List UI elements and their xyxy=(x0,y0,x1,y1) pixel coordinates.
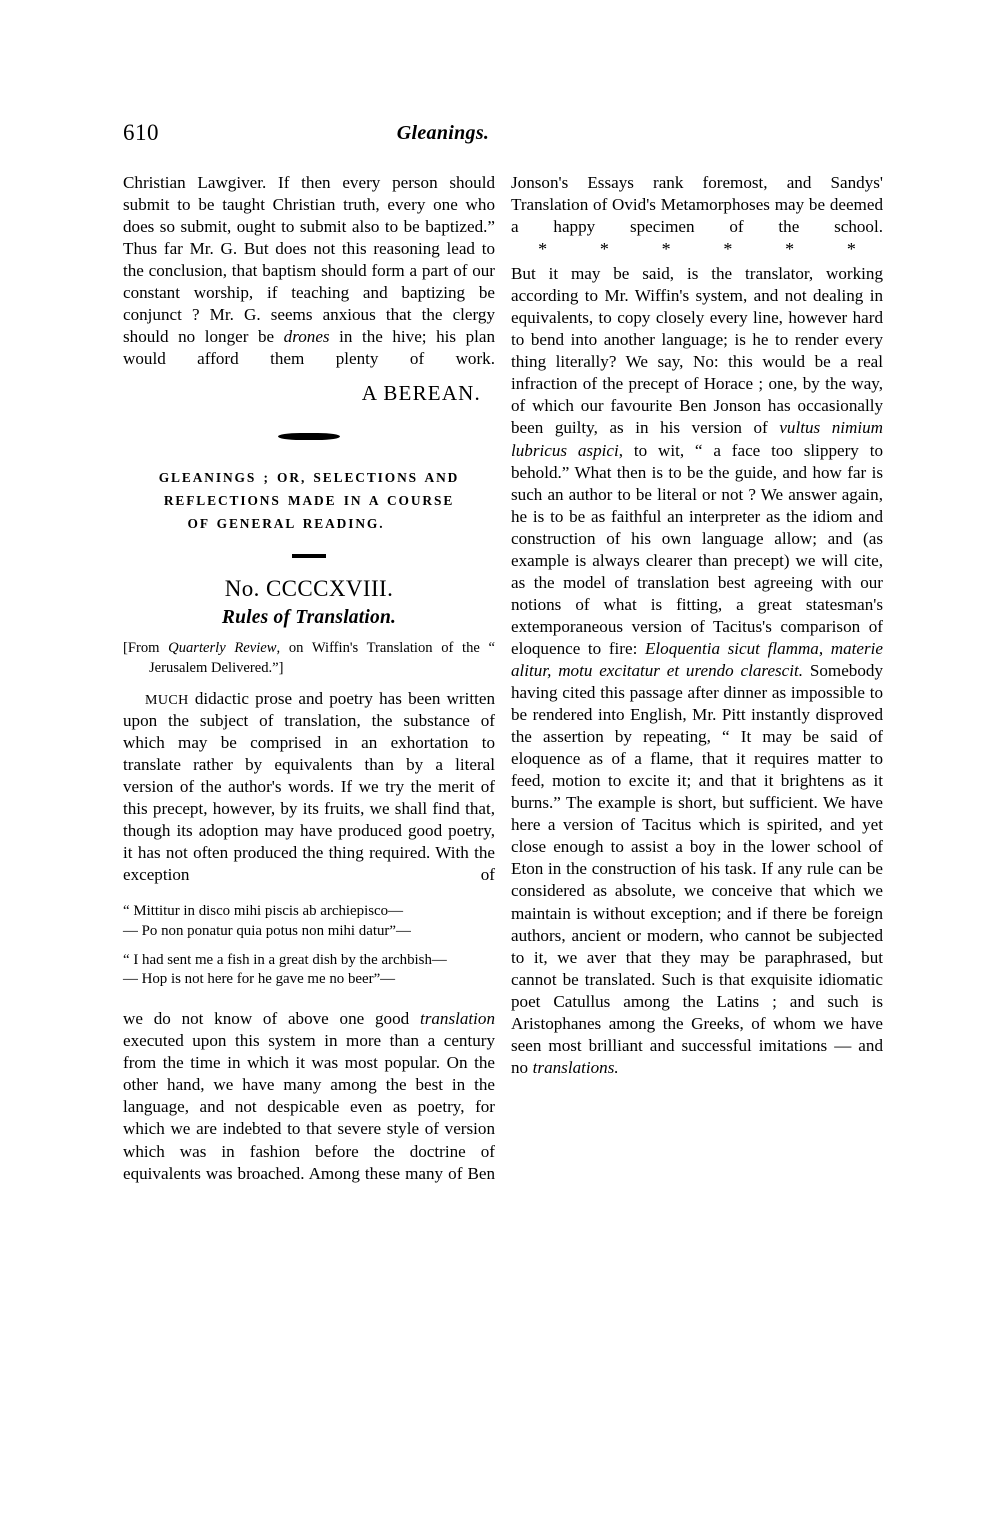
article-signature: A BEREAN. xyxy=(361,381,481,406)
quotation-line: “ I had sent me a fish in a great dish by the archbish— xyxy=(123,951,447,968)
right-column xyxy=(511,172,883,1079)
article-title: Rules of Translation. xyxy=(221,607,397,629)
thick-tapered-rule xyxy=(278,433,340,440)
asterisk-glyph: * xyxy=(599,239,609,260)
paragraph-text-part1: Christian Lawgiver. If then every person should submit to be taught Christian truth, every one who does so submit, ought to submit also to be baptized.” Thus far Mr. G. But does not this reasoning lead to the conclusion, that baptism should form a part of our constant worship, if teaching and baptizing be conjunct ? Mr. G. seems anxious that the clergy should no longer be xyxy=(123,173,495,347)
source-note-publication: Quarterly Review xyxy=(168,640,277,657)
asterisk-glyph: * xyxy=(846,239,856,260)
argument-text-part3: Somebody having cited this passage after dinner as impossible to be rendered into English, Mr. Pitt instantly disproved the assertion by repeating, “ It may be said of eloquence as of a flame, that it requires matter to feed, motion to excite it; and that it brightens as it burns.” The example is short, but sufficient. We have here a version of Tacitus which is spirited, and yet close enough to assist a boy in the lower school of Eton in the construction of his task. If any rule can be considered as absolute, we conceive that which we maintain is without exception; and if there be foreign authors, ancient or modern, who cannot be subjected to it, we aver that they may be paraphrased, but cannot be translated. Such is that exquisite idiomatic poet Catullus among the Latins ; and such is Aristophanes among the Greeks, of whom we have seen most brilliant and successful imitations — and no xyxy=(511,660,883,1077)
argument-text-part1: But it may be said, is the translator, working according to Mr. Wiffin's system, and not dealing in equivalents, to copy closely every line, however hard to bend into another language; is he to render every thing literally? We say, No: this would be a real infraction of the precept of Horace ; one, by the way, of which our favourite Ben Jonson has occasionally been guilty, as in his version of xyxy=(511,264,883,438)
asterisk-separator xyxy=(511,240,883,260)
paragraph-text-part2: in the hive; his plan would afford them plenty of work. xyxy=(123,327,496,369)
latin-phrase-vultus: vultus nimium lubricus aspici xyxy=(511,418,883,460)
department-heading-line2: REFLECTIONS MADE IN A COURSE xyxy=(163,493,455,509)
department-heading-line1: GLEANINGS ; OR, SELECTIONS AND xyxy=(158,470,460,486)
source-note xyxy=(123,639,495,678)
asterisk-glyph: * xyxy=(661,239,671,260)
verse-quotation-block xyxy=(123,902,495,990)
department-heading-line3: OF GENERAL READING. xyxy=(187,516,385,532)
paragraph-much-didactic xyxy=(123,688,495,886)
running-head xyxy=(123,120,878,154)
quotation-line: — Po non ponatur quia potus non mihi datur”— xyxy=(123,922,411,939)
quotation-line: “ Mittitur in disco mihi piscis ab archiepisco— xyxy=(123,903,403,920)
paragraph-christian-lawgiver xyxy=(123,172,495,370)
paragraph-translator-argument xyxy=(511,263,883,1079)
quotation-gap xyxy=(123,942,495,951)
asterisk-glyph: * xyxy=(723,239,733,260)
asterisk-glyph: * xyxy=(785,239,795,260)
article-number: No. CCCCXVIII. xyxy=(224,576,394,602)
left-column xyxy=(123,172,495,1185)
latin-phrase-eloquentia: Eloquentia sicut flamma, materie alitur, motu excitatur et urendo clarescit. xyxy=(511,638,883,680)
running-title: Gleanings. xyxy=(396,122,490,144)
italic-word-translation: translation xyxy=(419,1009,495,1029)
paragraph-jonson-essays: Jonson's Essays rank foremost, and Sandys' Translation of Ovid's Metamorphoses may be deemed a happy specimen of the school. xyxy=(511,173,883,237)
source-note-prefix: [From xyxy=(123,640,169,657)
smallcaps-opening-word: much xyxy=(145,687,189,709)
quotation-line: — Hop is not here for he gave me no beer”— xyxy=(123,971,396,988)
closing-italic-translations: translations. xyxy=(532,1057,619,1077)
italic-word-drones: drones xyxy=(283,327,330,347)
paragraph-much-text: didactic prose and poetry has been written upon the subject of translation, the substance of which may be comprised in an exhortation to translate rather by equivalents than by a literal version of the author's words. If we try the merit of this precept, however, by its fruits, we shall find that, though its adoption may have produced good poetry, it has not often produced the thing required. With the exception of xyxy=(123,688,495,884)
asterisk-glyph: * xyxy=(538,239,548,260)
short-dash-rule xyxy=(292,554,326,558)
argument-text-part2: , to wit, “ a face too slippery to behold.” What then is to be the guide, and how far is such an author to be literal or not ? We answer again, he is to be as faithful an interpreter as the idiom and construction of his own language allow; and (as example is always clearer than precept) we will cite, as the model of translation best agreeing with our notions of what is fitting, a great statesman's extemporaneous version of Tacitus's comparison of eloquence to fire: xyxy=(511,440,883,658)
closing-suffix: executed upon this system in more than a century from the time in which it was most popular. On the other hand, we have many among the best in the language, and not despicable even as poetry, for which we are indebted to that severe style of version which was in fashion before the doctrine of equivalents was broached. Among these many of Ben xyxy=(123,1031,495,1183)
closing-prefix: we do not know of above one good xyxy=(123,1009,420,1029)
source-note-suffix: , on Wiffin's Translation of the “ Jerusalem Delivered.”] xyxy=(149,640,495,677)
page-number: 610 xyxy=(123,120,159,145)
department-heading xyxy=(123,466,495,535)
paragraph-closing-left xyxy=(123,1008,495,1184)
